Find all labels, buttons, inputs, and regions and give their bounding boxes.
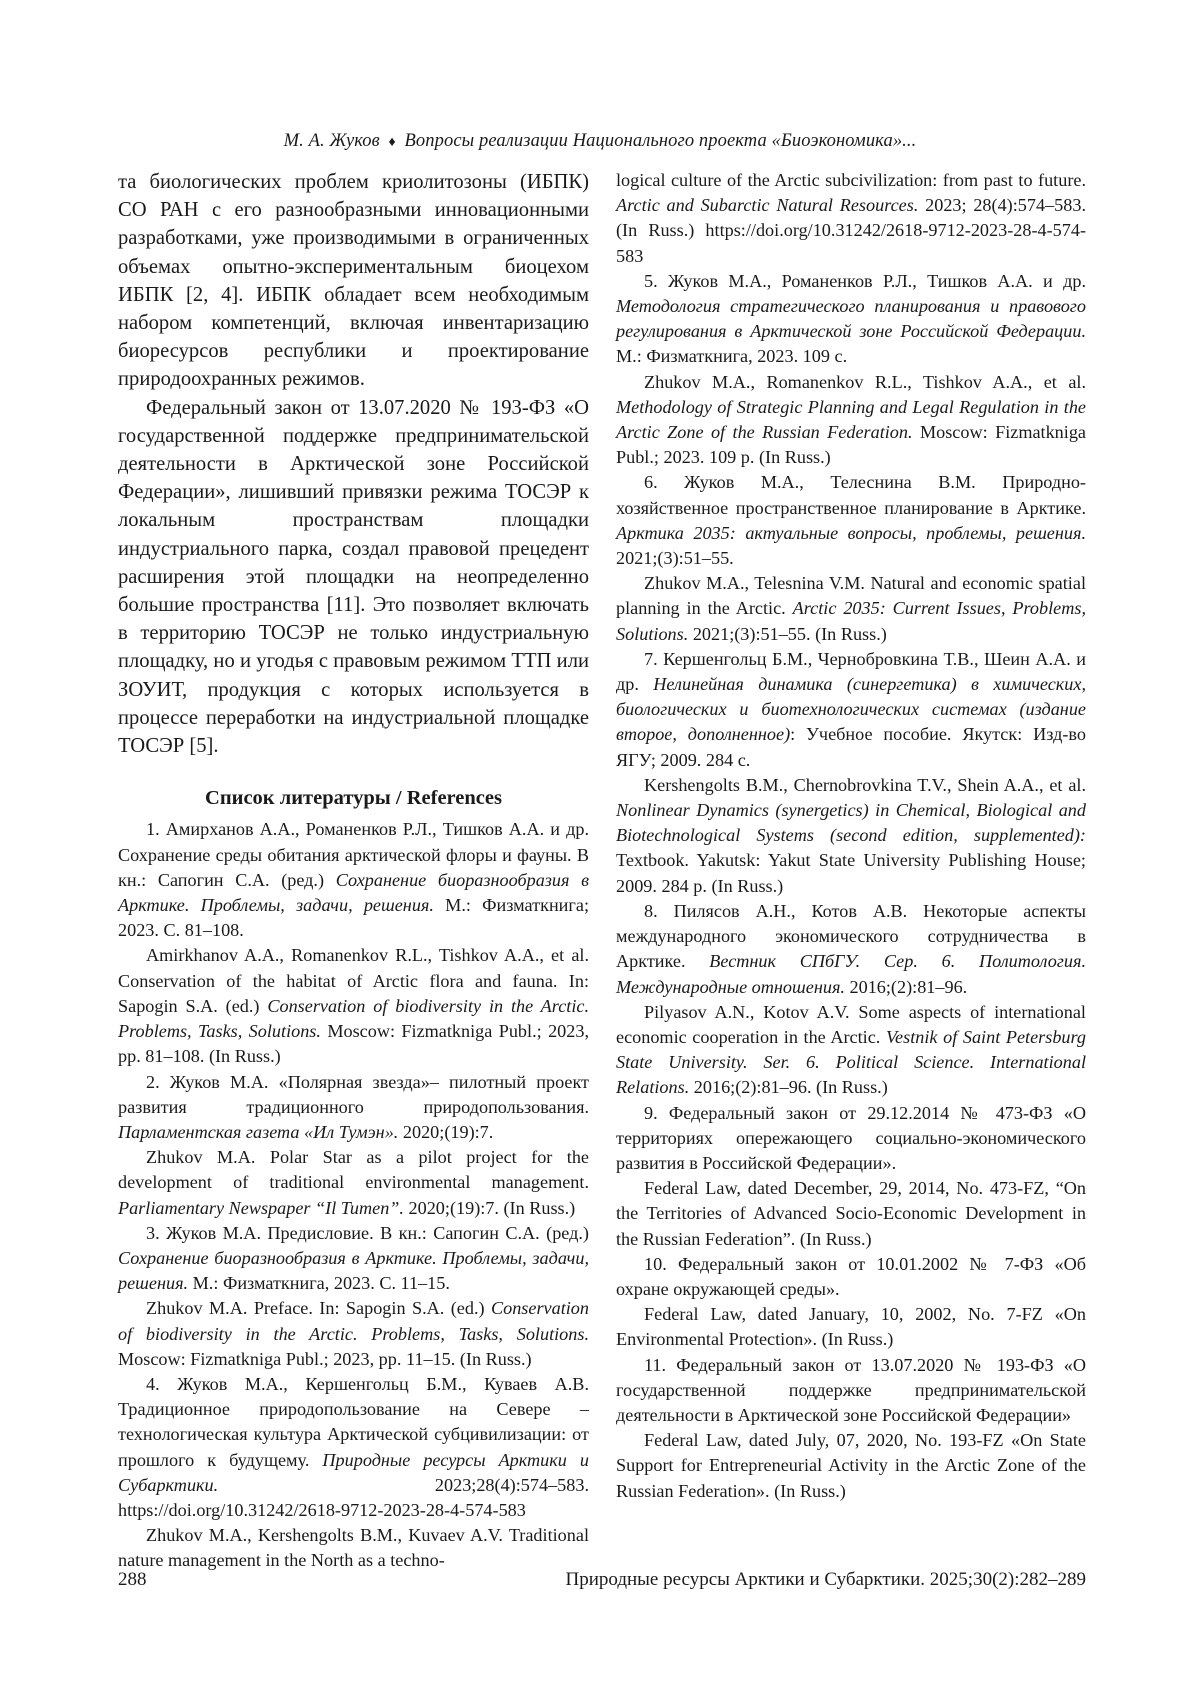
reference-text: 10. Федеральный закон от 10.01.2002 № 7-ФЗ «Об охране окружающей среды». <box>616 1253 1086 1299</box>
reference-text: Federal Law, dated December, 29, 2014, No. 473-FZ, “On the Territories of Advanced Socio-Economic Development in the Russian Federation”. (In Russ.) <box>616 1178 1086 1249</box>
reference-entry <box>616 168 1086 269</box>
reference-source-title: Вестник СПбГУ. Сер. 6. Политология. Международные отношения. <box>616 951 1086 997</box>
reference-details: М.: Физматкнига; 2023. С. 81–108. <box>118 895 589 941</box>
reference-text: 8. Пилясов А.Н., Котов А.В. Некоторые аспекты международного экономического сотрудничества в Арктике. <box>616 900 1086 972</box>
reference-details: 2021;(3):51–55. (In Russ.) <box>688 623 887 644</box>
reference-source-title: Методология стратегического планирования и правового регулирования в Арктической зоне Российской Федерации. <box>616 296 1086 342</box>
reference-source-title: Природные ресурсы Арктики и Субарктики. <box>118 1449 590 1495</box>
reference-details: 2023;28(4):574–583. https://doi.org/10.31242/2618-9712-2023-28-4-574-583 <box>118 1474 589 1520</box>
reference-text: Amirkhanov A.A., Romanenkov R.L., Tishkov A.A., et al. Conservation of the habitat of Arctic flora and fauna. In: Sapogin S.A. (ed.) <box>118 945 589 1016</box>
reference-details: 2020;(19):7. (In Russ.) <box>403 1197 576 1218</box>
reference-details: 2016;(2):81–96. <box>844 976 968 997</box>
page-number: 288 <box>118 1569 147 1590</box>
reference-details: 2020;(19):7. <box>398 1121 494 1142</box>
reference-source-title: Conservation of biodiversity in the Arctic. Problems, Tasks, Solutions. <box>118 1298 589 1344</box>
reference-text: Zhukov M.A. Preface. In: Sapogin S.A. (ed.) <box>146 1298 491 1319</box>
body-paragraph-1: та биологических проблем криолитозоны (ИБПК) СО РАН с его разнообразными инновационными разработками, уже производимыми в ограниченных объемах опытно-экспериментальным биоцехом ИБПК [2, 4]. ИБПК обладает всем необходимым набором компетенций, включая инвентаризацию биоресурсов республики и проектирование природоохранных режимов. <box>118 171 589 391</box>
reference-details: 2016;(2):81–96. (In Russ.) <box>689 1077 888 1098</box>
reference-details: Moscow: Fizmatkniga Publ.; 2023, pp. 81–108. (In Russ.) <box>118 1021 589 1067</box>
reference-text: 4. Жуков М.А., Кершенгольц Б.М., Куваев А.В. Традиционное природопользование на Севере – технологическая культура Арктической субцивилизации: от прошлого к будущему. <box>118 1373 589 1470</box>
reference-text: Zhukov M.A. Polar Star as a pilot project for the development of traditional environmental management. <box>118 1147 589 1193</box>
reference-source-title: Парламентская газета «Ил Тумэн». <box>118 1121 399 1142</box>
reference-entry <box>616 899 1086 1000</box>
reference-source-title: Conservation of biodiversity in the Arctic. Problems, Tasks, Solutions. <box>118 995 589 1042</box>
reference-source-title: Parliamentary Newspaper “Il Tumen”. <box>118 1197 404 1218</box>
body-text <box>118 168 589 760</box>
diamond-separator-icon: ♦ <box>388 135 396 150</box>
reference-details: Textbook. Yakutsk: Yakut State University Publishing House; 2009. 284 p. (In Russ.) <box>616 850 1086 896</box>
reference-details: : Учебное пособие. Якутск: Изд-во ЯГУ; 2009. 284 с. <box>616 724 1086 770</box>
reference-text: 7. Кершенгольц Б.М., Чернобровкина Т.В., Шеин А.А. и др. <box>616 648 1086 695</box>
references-list-left <box>118 817 589 1573</box>
references-heading: Список литературы / References <box>205 787 502 810</box>
reference-entry <box>616 1101 1086 1177</box>
journal-citation: Природные ресурсы Арктики и Субарктики. 2025;30(2):282–289 <box>565 1569 1086 1590</box>
reference-entry <box>118 1221 589 1297</box>
reference-source-title: Сохранение биоразнообразия в Арктике. Проблемы, задачи, решения. <box>118 1247 589 1294</box>
reference-entry <box>616 269 1086 370</box>
reference-source-title: Vestnik of Saint Petersburg State University. Ser. 6. Political Science. International Relations. <box>616 1026 1086 1098</box>
reference-source-title: Арктика 2035: актуальные вопросы, проблемы, решения. <box>616 522 1086 543</box>
reference-entry <box>616 1353 1086 1429</box>
reference-details: 2023; 28(4):574–583. (In Russ.) https://doi.org/10.31242/2618-9712-2023-28-4-574-583 <box>616 195 1086 266</box>
references-list-right <box>616 168 1086 1504</box>
running-head-authors: М. А. Жуков <box>283 131 380 151</box>
reference-text: Pilyasov A.N., Kotov A.V. Some aspects of international economic cooperation in the Arctic. <box>616 1001 1086 1047</box>
reference-text: Zhukov M.A., Telesnina V.M. Natural and economic spatial planning in the Arctic. <box>616 573 1086 619</box>
reference-entry <box>616 1302 1086 1352</box>
reference-source-title: Сохранение биоразнообразия в Арктике. Проблемы, задачи, решения. <box>118 869 589 916</box>
reference-text: 6. Жуков М.А., Телеснина В.М. Природно-хозяйственное пространственное планирование в Арктике. <box>616 472 1086 518</box>
reference-details: Moscow: Fizmatkniga Publ.; 2023. 109 p. (In Russ.) <box>616 422 1086 468</box>
reference-text: 3. Жуков М.А. Предисловие. В кн.: Сапогин С.А. (ред.) <box>146 1222 589 1243</box>
reference-entry <box>616 1000 1086 1101</box>
reference-details: М.: Физматкнига, 2023. 109 с. <box>616 346 848 367</box>
reference-entry <box>616 571 1086 647</box>
reference-text: 5. Жуков М.А., Романенков Р.Л., Тишков А.А. и др. <box>644 270 1086 291</box>
reference-text: Federal Law, dated July, 07, 2020, No. 193-FZ «On State Support for Entrepreneurial Activity in the Arctic Zone of the Russian Federation». (In Russ.) <box>616 1430 1086 1501</box>
reference-text: 9. Федеральный закон от 29.12.2014 № 473-ФЗ «О территориях опережающего социально-экономического развития в Российской Федерации». <box>616 1102 1086 1173</box>
reference-text: Zhukov M.A., Romanenkov R.L., Tishkov A.A., et al. <box>644 371 1086 392</box>
reference-details: 2021;(3):51–55. <box>616 548 734 569</box>
reference-source-title: Nonlinear Dynamics (synergetics) in Chemical, Biological and Biotechnological Systems (second edition, supplemented): <box>616 800 1086 846</box>
reference-source-title: Arctic 2035: Current Issues, Problems, Solutions. <box>616 598 1086 644</box>
reference-entry <box>616 647 1086 773</box>
reference-text: logical culture of the Arctic subcivilization: from past to future. <box>616 170 1086 190</box>
body-paragraph-2: Федеральный закон от 13.07.2020 № 193-ФЗ «О государственной поддержке предпринимательской деятельности в Арктической зоне Российской Федерации», лишивший привязки режима ТОСЭР к локальным пространствам площадки индустриального парка, создал правовой прецедент расширения этой площадки на неопределенно большие пространства [11]. Это позволяет включать в территорию ТОСЭР не только индустриальную площадку, но и угодья с правовым режимом ТТП или ЗОУИТ, продукция с которых используется в процессе переработки на индустриальной площадке ТОСЭР [5]. <box>118 396 589 758</box>
reference-entry <box>118 1296 589 1372</box>
reference-entry <box>616 370 1086 471</box>
reference-text: 2. Жуков М.А. «Полярная звезда»– пилотный проект развития традиционного природопользования. <box>118 1071 589 1117</box>
reference-entry <box>118 817 589 943</box>
reference-text: Federal Law, dated January, 10, 2002, No. 7-FZ «On Environmental Protection». (In Russ.) <box>616 1304 1086 1350</box>
reference-text: Zhukov M.A., Kershengolts B.M., Kuvaev A.V. Traditional nature management in the North as a techno- <box>118 1525 589 1571</box>
reference-entry <box>118 1523 589 1573</box>
reference-entry <box>616 773 1086 899</box>
reference-text: 11. Федеральный закон от 13.07.2020 № 193-ФЗ «О государственной поддержке предпринимательской деятельности в Арктической зоне Российской Федерации» <box>616 1354 1086 1425</box>
reference-text: 1. Амирханов А.А., Романенков Р.Л., Тишков А.А. и др. Сохранение среды обитания арктической флоры и фауны. В кн.: Сапогин С.А. (ред.) <box>118 819 589 890</box>
reference-details: Moscow: Fizmatkniga Publ.; 2023, pp. 11–15. (In Russ.) <box>118 1348 532 1369</box>
reference-entry <box>616 1428 1086 1504</box>
reference-text: Kershengolts B.M., Chernobrovkina T.V., Shein A.A., et al. <box>644 774 1086 795</box>
left-column <box>118 168 589 1574</box>
reference-source-title: Нелинейная динамика (синергетика) в химических, биологических и биотехнологических системах (издание второе, дополненное) <box>616 674 1086 745</box>
reference-entry <box>616 1252 1086 1302</box>
reference-source-title: Arctic and Subarctic Natural Resources. <box>616 195 919 216</box>
reference-entry <box>118 943 589 1069</box>
reference-details: М.: Физматкнига, 2023. С. 11–15. <box>188 1273 450 1294</box>
reference-entry <box>118 1070 589 1146</box>
reference-source-title: Methodology of Strategic Planning and Legal Regulation in the Arctic Zone of the Russian Federation. <box>616 396 1086 443</box>
reference-entry <box>118 1372 589 1523</box>
reference-entry <box>616 470 1086 571</box>
running-head <box>0 131 1200 152</box>
running-head-title: Вопросы реализации Национального проекта «Биоэкономика»... <box>404 131 917 151</box>
right-column <box>616 168 1086 1504</box>
reference-entry <box>616 1176 1086 1252</box>
reference-entry <box>118 1145 589 1221</box>
